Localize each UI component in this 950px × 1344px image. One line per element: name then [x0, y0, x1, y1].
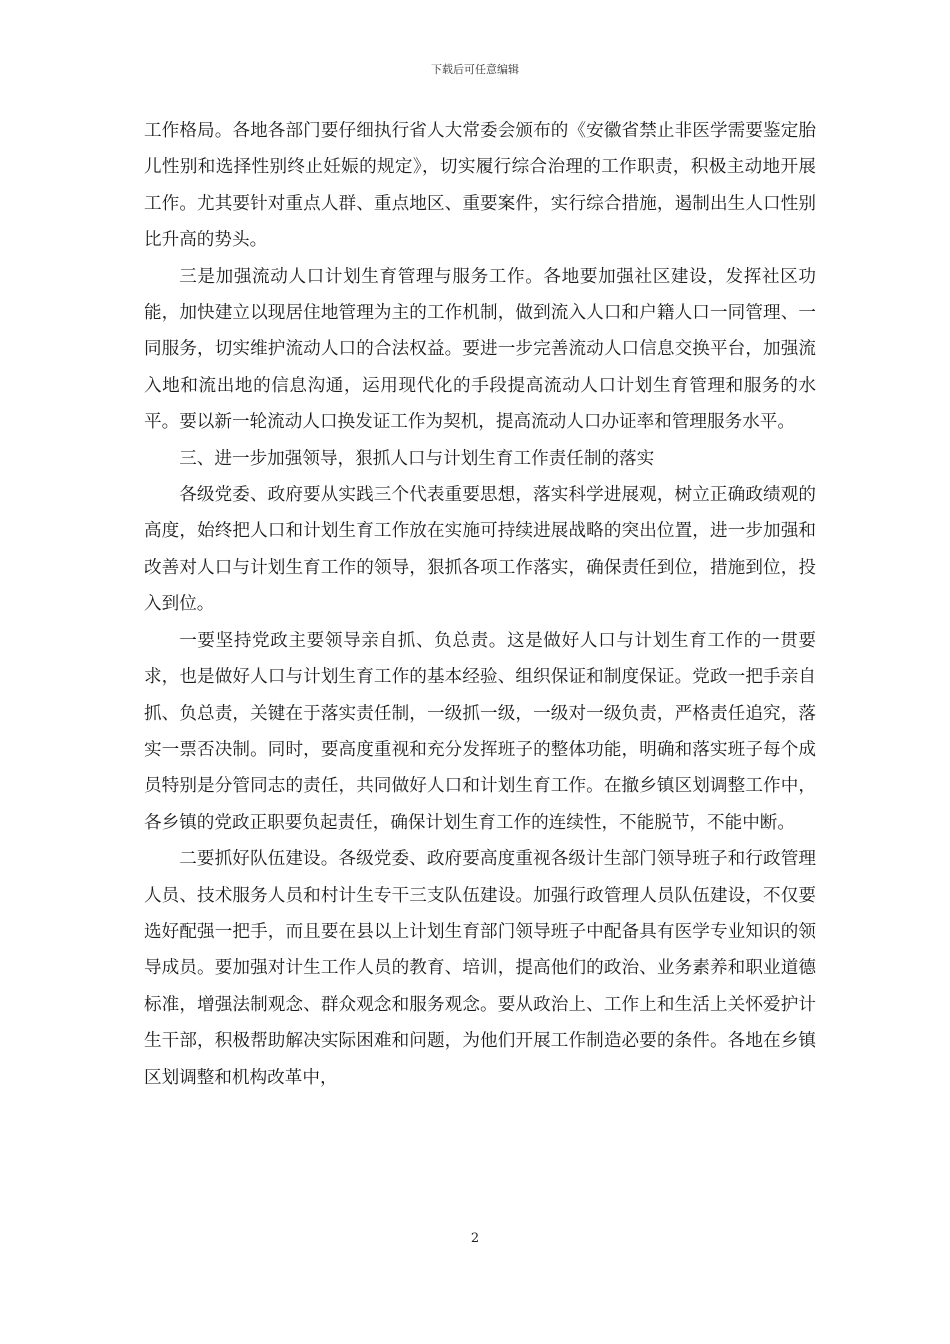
- page-number: 2: [470, 1231, 480, 1246]
- paragraph-4: 一要坚持党政主要领导亲自抓、负总责。这是做好人口与计划生育工作的一贯要求，也是做好人口与计划生育工作的基本经验、组织保证和制度保证。党政一把手亲自抓、负总责，关键在于落实责任制，一级抓一级，一级对一级负责，严格责任追究，落实一票否决制。同时，要高度重视和充分发挥班子的整体功能，明确和落实班子每个成员特别是分管同志的责任，共同做好人口和计划生育工作。在撤乡镇区划调整工作中，各乡镇的党政正职要负起责任，确保计划生育工作的连续性，不能脱节，不能中断。: [144, 630, 816, 833]
- paragraph-2: 三是加强流动人口计划生育管理与服务工作。各地要加强社区建设，发挥社区功能，加快建立以现居住地管理为主的工作机制，做到流入人口和户籍人口一同管理、一同服务，切实维护流动人口的合法权益。要进一步完善流动人口信息交换平台，加强流入地和流出地的信息沟通，运用现代化的手段提高流动人口计划生育管理和服务的水平。要以新一轮流动人口换发证工作为契机，提高流动人口办证率和管理服务水平。: [144, 266, 816, 433]
- document-body: [144, 113, 816, 1096]
- page-footer: [0, 1230, 950, 1248]
- page-header: [0, 62, 950, 78]
- header-text: 下载后可任意编辑: [431, 63, 519, 76]
- section-heading: 三、进一步加强领导，狠抓人口与计划生育工作责任制的落实: [179, 448, 655, 469]
- paragraph-3: 各级党委、政府要从实践三个代表重要思想，落实科学进展观，树立正确政绩观的高度，始终把人口和计划生育工作放在实施可持续进展战略的突出位置，进一步加强和改善对人口与计划生育工作的领导，狠抓各项工作落实，确保责任到位，措施到位，投入到位。: [144, 485, 816, 615]
- paragraph-5: 二要抓好队伍建设。各级党委、政府要高度重视各级计生部门领导班子和行政管理人员、技术服务人员和村计生专干三支队伍建设。加强行政管理人员队伍建设，不仅要选好配强一把手，而且要在县以上计划生育部门领导班子中配备具有医学专业知识的领导成员。要加强对计生工作人员的教育、培训，提高他们的政治、业务素养和职业道德标准，增强法制观念、群众观念和服务观念。要从政治上、工作上和生活上关怀爱护计生干部，积极帮助解决实际困难和问题，为他们开展工作制造必要的条件。各地在乡镇区划调整和机构改革中，: [144, 849, 816, 1088]
- paragraph-1: 工作格局。各地各部门要仔细执行省人大常委会颁布的《安徽省禁止非医学需要鉴定胎儿性别和选择性别终止妊娠的规定》，切实履行综合治理的工作职责，积极主动地开展工作。尤其要针对重点人群、重点地区、重要案件，实行综合措施，遏制出生人口性别比升高的势头。: [144, 121, 816, 251]
